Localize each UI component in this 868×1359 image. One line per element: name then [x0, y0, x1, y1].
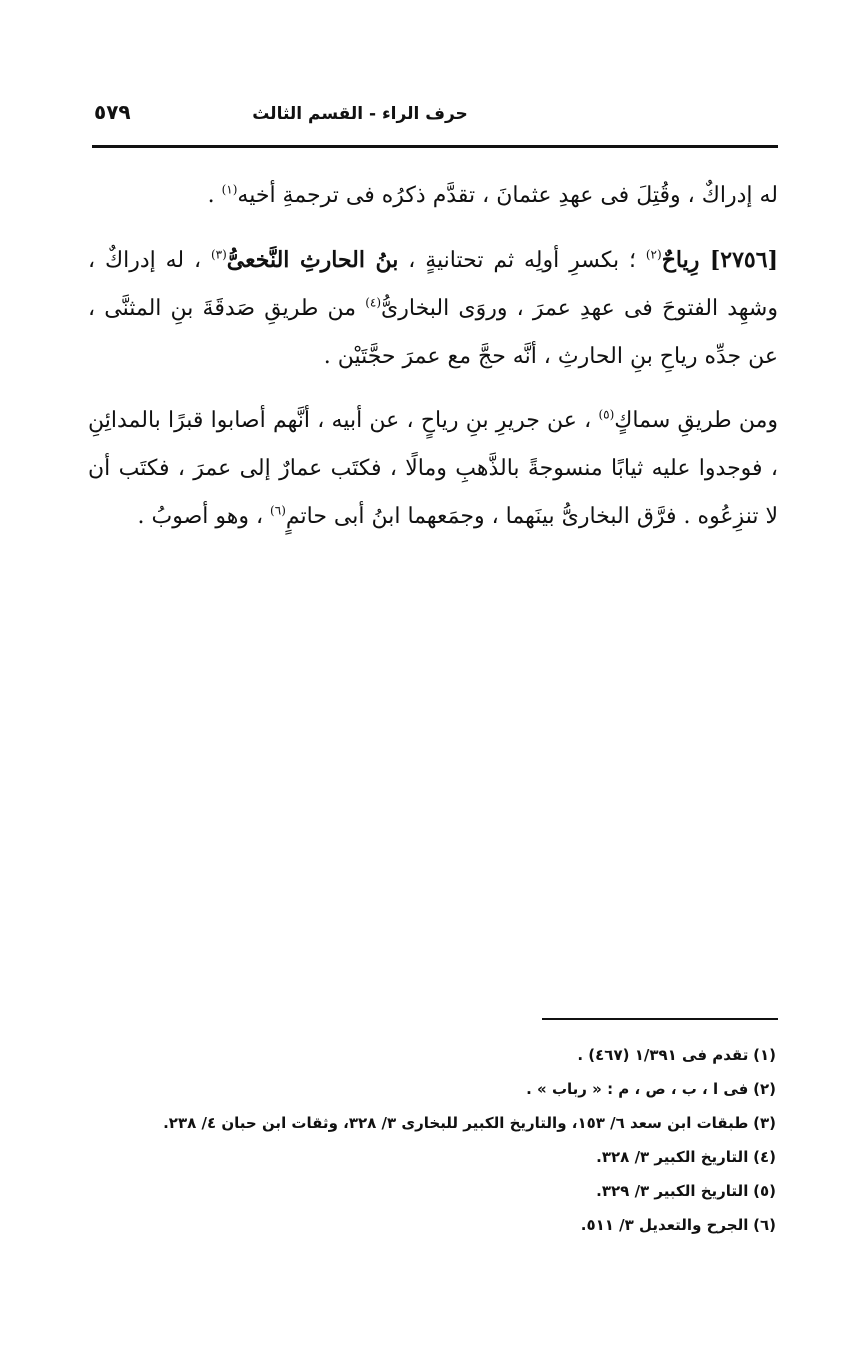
footnote	[80, 1174, 776, 1208]
footnote-text: فى ا ، ب ، ص ، م : « رباب » .	[526, 1080, 749, 1098]
entry-text-1: ؛ بكسرِ أولِه ثم تحتانيةٍ ،	[398, 248, 646, 273]
footnote-ref-5: (٥)	[598, 407, 615, 422]
footnote	[80, 1208, 776, 1242]
page-number: ٥٧٩	[94, 100, 131, 124]
header-rule	[92, 145, 778, 148]
footnote	[80, 1038, 776, 1072]
running-title: حرف الراء - القسم الثالث	[252, 104, 468, 124]
paragraph-1-text: له إدراكٌ ، وقُتِلَ فى عهدِ عثمانَ ، تقدَّم ذكرُه فى ترجمةِ أخيه	[237, 183, 778, 208]
entry-2756	[88, 236, 778, 381]
footnote-ref-2: (٢)	[645, 247, 662, 262]
footnote-text: التاريخ الكبير ٣/ ٣٢٨.	[596, 1148, 749, 1166]
paragraph-3	[88, 397, 778, 541]
paragraph-1	[88, 172, 778, 220]
footnote-ref-1: (١)	[221, 182, 238, 197]
footnote-number: (٢)	[753, 1080, 776, 1098]
footnote-ref-3: (٣)	[210, 247, 227, 262]
paragraph-3-text-1: ومن طريقِ سماكٍ	[614, 408, 779, 433]
paragraph-3-text-2: ، عن جريرِ بنِ رياحٍ ، عن أبيه ، أنَّهم أصابوا قبرًا بالمدائِنِ ، فوجدوا عليه ثيابًا منسوجةً بالذَّهبِ ومالًا ، فكتَب عمارٌ إلى عمرَ ، فكتَب أن لا تنزِعُوه . فرَّق البخارىُّ بينَهما ، وجمَعهما ابنُ أبى حاتمٍ	[88, 408, 778, 529]
footnote	[80, 1072, 776, 1106]
footnote-ref-4: (٤)	[365, 295, 382, 310]
entry-name: بنُ الحارثِ النَّخعىُّ	[226, 247, 399, 273]
footnote-number: (٣)	[753, 1114, 776, 1132]
footnote	[80, 1140, 776, 1174]
main-text	[88, 172, 778, 541]
footnote	[80, 1106, 776, 1140]
footnote-number: (٥)	[753, 1182, 776, 1200]
footnote-text: طبقات ابن سعد ٦/ ١٥٣، والتاريخ الكبير للبخارى ٣/ ٣٢٨، وثقات ابن حبان ٤/ ٢٣٨.	[163, 1114, 749, 1132]
footnotes	[80, 1038, 776, 1242]
footnote-text: تقدم فى ١/٣٩١ (٤٦٧) .	[577, 1046, 749, 1064]
entry-heading: [٢٧٥٦] رِياحٌ	[661, 247, 778, 273]
entry-text-2: ، له إدراكٌ ، وشهِد الفتوحَ فى عهدِ عمرَ ، وروَى البخارىُّ	[88, 248, 778, 321]
footnote-ref-6: (٦)	[270, 503, 286, 518]
paragraph-1-end: .	[207, 183, 222, 208]
page-header	[92, 100, 778, 140]
footnote-text: التاريخ الكبير ٣/ ٣٢٩.	[596, 1182, 749, 1200]
footnote-number: (٤)	[753, 1148, 776, 1166]
footnote-rule	[542, 1018, 778, 1020]
footnote-number: (٦)	[753, 1216, 776, 1234]
paragraph-3-text-3: ، وهو أصوبُ .	[137, 504, 271, 529]
entry-text-3: من طريقِ صَدقَةَ بنِ المثنَّى ، عن جدِّه رياحِ بنِ الحارثِ ، أنَّه حجَّ مع عمرَ حجَّتَيْن .	[88, 296, 778, 369]
footnote-number: (١)	[753, 1046, 776, 1064]
footnote-text: الجرح والتعديل ٣/ ٥١١.	[580, 1216, 749, 1234]
